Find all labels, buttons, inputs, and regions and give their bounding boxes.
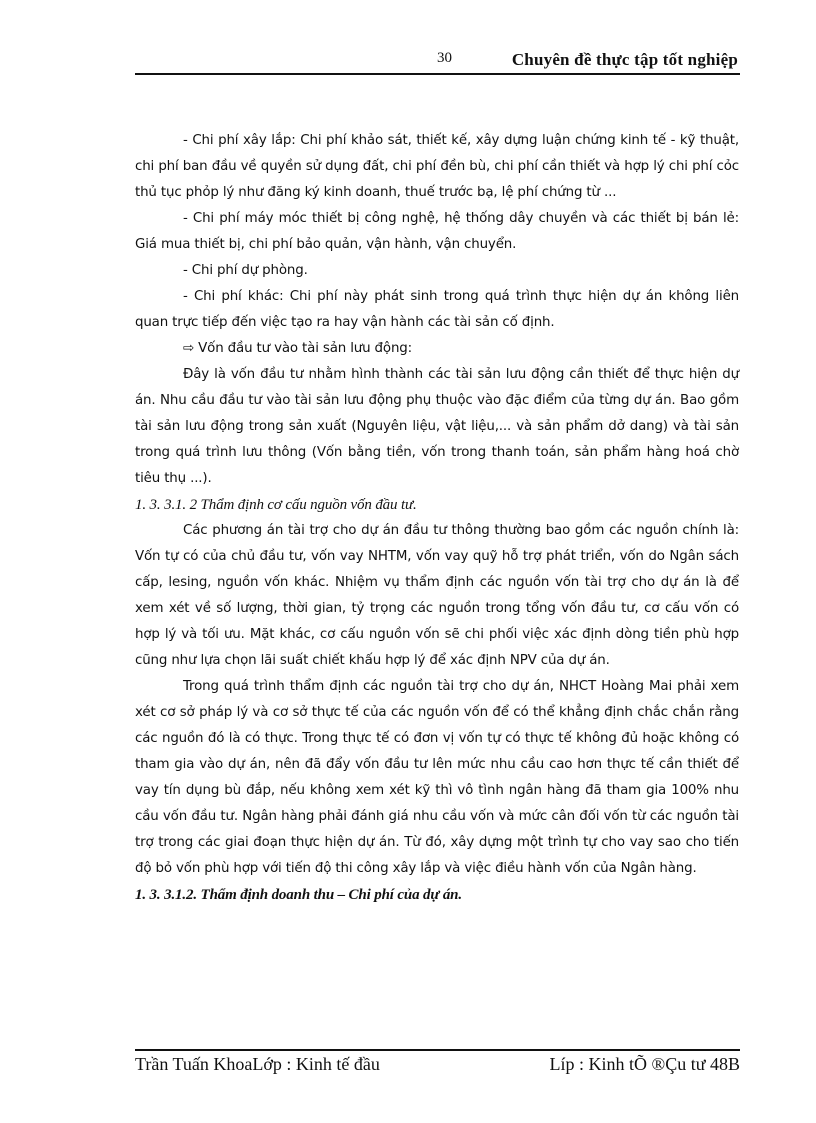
paragraph-equipment-cost: - Chi phí máy móc thiết bị công nghệ, hệ thống dây chuyền và các thiết bị bán lẻ: Giá mua thiết bị, chi phí bảo quản, vận hành, vận chuyển. xyxy=(135,211,739,252)
paragraph-construction-cost: - Chi phí xây lắp: Chi phí khảo sát, thiết kế, xây dựng luận chứng kinh tế - kỹ thuật, chi phí ban đầu về quyền sử dụng đất, chi phí đền bù, chi phí cần thiết và hợp lý chi phí cỏc thủ tục phỏp lý như đăng ký kinh doanh, thuế trước bạ, lệ phí chứng từ ... xyxy=(135,133,739,200)
paragraph-working-capital-heading: ⇨ Vốn đầu tư vào tài sản lưu động: xyxy=(183,341,412,356)
page-header xyxy=(135,46,740,74)
page-footer xyxy=(135,1054,740,1080)
header-title: Chuyên đề thực tập tốt nghiệp xyxy=(511,50,738,69)
page-number: 30 xyxy=(437,50,452,66)
section-heading-revenue-cost: 1. 3. 3.1.2. Thẩm định doanh thu – Chi phí của dự án. xyxy=(135,887,462,903)
paragraph-contingency-cost: - Chi phí dự phòng. xyxy=(183,263,308,278)
section-heading-capital-structure: 1. 3. 3.1. 2 Thẩm định cơ cấu nguồn vốn đầu tư. xyxy=(135,497,417,513)
footer-divider xyxy=(135,1049,740,1051)
paragraph-other-cost: - Chi phí khác: Chi phí này phát sinh trong quá trình thực hiện dự án không liên quan trực tiếp đến việc tạo ra hay vận hành các tài sản cố định. xyxy=(135,289,739,330)
footer-class: Líp : Kinh tÕ ®Çu tư 48B xyxy=(549,1054,740,1074)
document-body xyxy=(135,128,739,908)
paragraph-appraisal-process: Trong quá trình thẩm định các nguồn tài trợ cho dự án, NHCT Hoàng Mai phải xem xét cơ sở pháp lý và cơ sở thực tế của các nguồn vốn để có thể khẳng định chắc chắn rằng các nguồn đó là có thực. Trong thực tế có đơn vị vốn tự có thực tế không đủ hoặc không có tham gia vào dự án, nên đã đẩy vốn đầu tư lên mức nhu cầu cao hơn thực tế cần thiết để vay tín dụng bù đắp, nếu không xem xét kỹ thì vô tình ngân hàng đã tham gia 100% nhu cầu vốn đầu tư. Ngân hàng phải đánh giá nhu cầu vốn và mức cân đối vốn từ các nguồn tài trợ trong các giai đoạn thực hiện dự án. Từ đó, xây dựng một trình tự cho vay sao cho tiến độ bỏ vốn phù hợp với tiến độ thi công xây lắp và việc điều hành vốn của Ngân hàng. xyxy=(135,679,739,876)
footer-author: Trần Tuấn KhoaLớp : Kinh tế đầu xyxy=(135,1054,380,1074)
paragraph-funding-options: Các phương án tài trợ cho dự án đầu tư thông thường bao gồm các nguồn chính là: Vốn tự có của chủ đầu tư, vốn vay NHTM, vốn vay quỹ hỗ trợ phát triển, vốn do Ngân sách cấp, lesing, nguồn vốn khác. Nhiệm vụ thẩm định các nguồn vốn tài trợ cho dự án là để xem xét về số lượng, thời gian, tỷ trọng các nguồn trong tổng vốn đầu tư, cơ cấu vốn có hợp lý và tối ưu. Mặt khác, cơ cấu nguồn vốn sẽ chi phối việc xác định dòng tiền phù hợp cũng như lựa chọn lãi suất chiết khấu hợp lý để xác định NPV của dự án. xyxy=(135,523,739,668)
paragraph-working-capital: Đây là vốn đầu tư nhằm hình thành các tài sản lưu động cần thiết để thực hiện dự án. Nhu cầu đầu tư vào tài sản lưu động phụ thuộc vào đặc điểm của từng dự án. Bao gồm tài sản lưu động trong sản xuất (Nguyên liệu, vật liệu,... và sản phẩm dở dang) và tài sản trong quá trình lưu thông (Vốn bằng tiền, vốn trong thanh toán, sản phẩm hàng hoá chờ tiêu thụ ...). xyxy=(135,367,739,486)
header-divider xyxy=(135,73,740,75)
